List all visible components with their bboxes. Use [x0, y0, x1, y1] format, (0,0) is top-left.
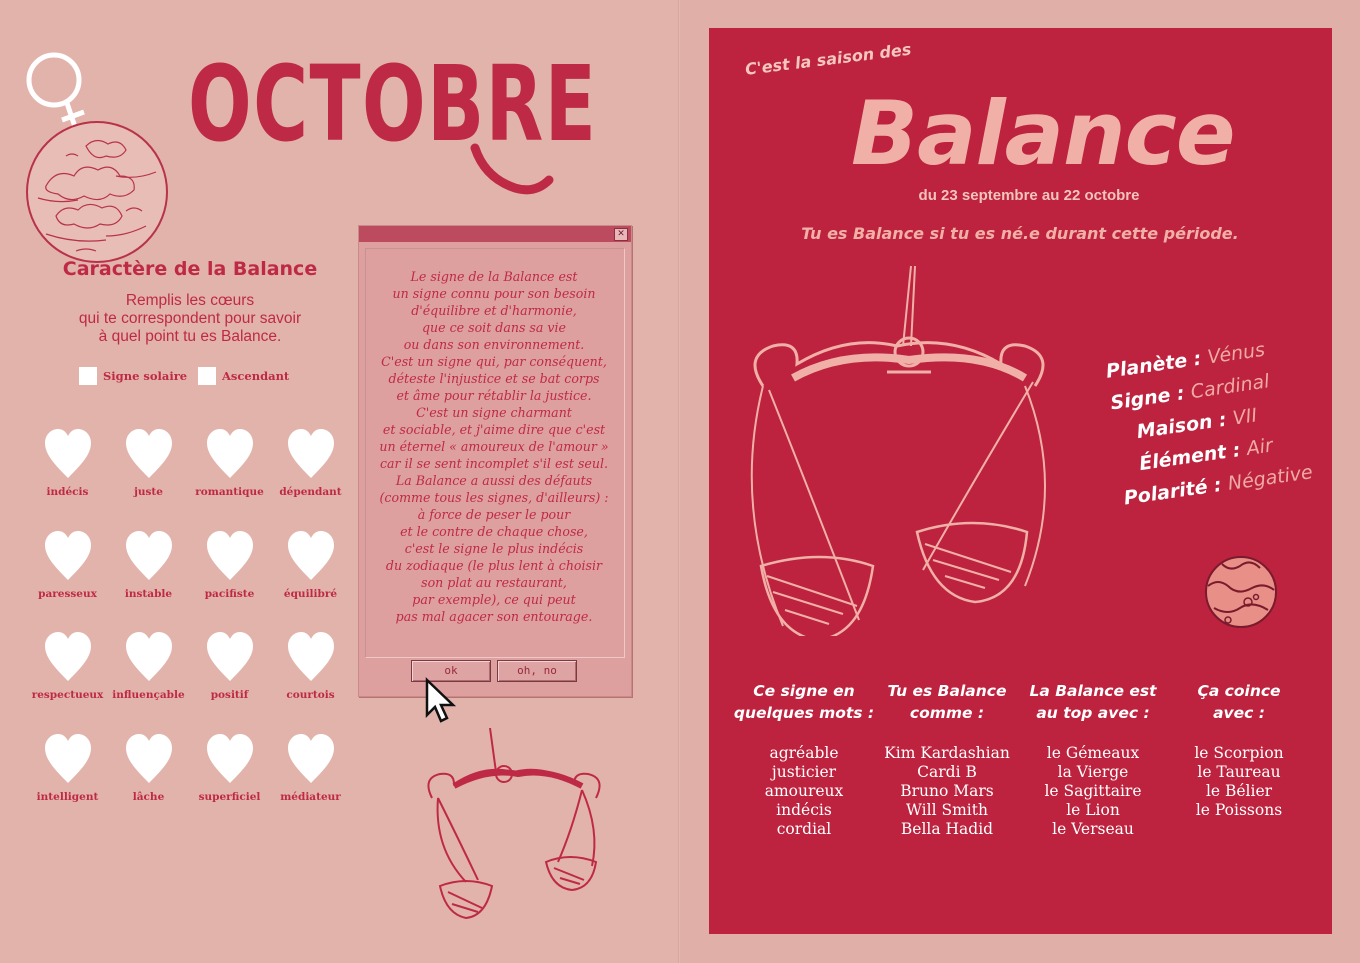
dialog-line: La Balance a aussi des défauts: [395, 473, 593, 488]
column-heading-line: avec :: [1213, 704, 1265, 722]
trait-label: romantique: [195, 486, 264, 498]
dialog-line: un signe connu pour son besoin: [392, 286, 596, 301]
list-item: le Gémeaux: [1046, 744, 1140, 762]
trait-label: intelligent: [36, 790, 99, 803]
dialog-message: [358, 268, 630, 625]
list-item: agréable: [769, 744, 839, 762]
list-item: le Lion: [1066, 801, 1120, 819]
dialog-line: car il se sent incomplet s'il est seul.: [380, 456, 608, 471]
heart-icon[interactable]: [287, 733, 335, 785]
trait-item[interactable]: [27, 428, 108, 530]
heart-icon[interactable]: [44, 733, 92, 785]
trait-item[interactable]: [27, 733, 108, 835]
column-list: [731, 744, 877, 839]
list-item: le Scorpion: [1194, 744, 1284, 762]
list-item: le Bélier: [1205, 782, 1273, 800]
column-heading: [731, 680, 877, 724]
column-heading: [1023, 680, 1163, 724]
list-item: Cardi B: [917, 763, 977, 781]
trait-item[interactable]: [270, 733, 351, 835]
oh-no-button[interactable]: oh, no: [497, 660, 577, 682]
right-page: [680, 0, 1360, 963]
list-item: Bella Hadid: [900, 820, 994, 838]
dialog-titlebar[interactable]: [359, 226, 631, 242]
celebrities-column: [877, 680, 1017, 839]
ascendant-label: Ascendant: [222, 369, 290, 383]
instruction-line: Remplis les cœurs: [125, 292, 255, 309]
dialog-line: Le signe de la Balance est: [410, 269, 578, 284]
trait-item[interactable]: [189, 530, 270, 632]
compatible-column: [1023, 680, 1163, 839]
trait-label: courtois: [286, 689, 335, 701]
dialog-line: et sociable, et j'aime dire que c'est: [382, 422, 606, 437]
trait-label: médiateur: [280, 790, 341, 803]
heart-icon[interactable]: [287, 428, 335, 480]
sun-sign-option[interactable]: [79, 367, 187, 385]
trait-label: influençable: [112, 689, 185, 701]
trait-label: indécis: [46, 486, 89, 498]
attribute-value: Air: [1245, 434, 1275, 460]
ascendant-checkbox[interactable]: [198, 367, 216, 385]
column-heading-line: Tu es Balance: [887, 682, 1007, 700]
heart-icon[interactable]: [206, 733, 254, 785]
column-heading-line: comme :: [909, 704, 985, 722]
heart-icon[interactable]: [44, 428, 92, 480]
heart-icon[interactable]: [44, 530, 92, 582]
mouse-pointer-icon: [424, 677, 458, 725]
list-item: Will Smith: [906, 801, 988, 819]
trait-item[interactable]: [189, 428, 270, 530]
dialog-line: C'est un signe qui, par conséquent,: [381, 354, 607, 369]
heart-icon[interactable]: [206, 631, 254, 683]
incompatible-column: [1171, 680, 1307, 820]
dialog-line: à force de peser le pour: [417, 507, 571, 522]
libra-scale-illustration: [733, 266, 1083, 636]
attribute-key: Signe :: [1109, 382, 1186, 415]
list-item: Bruno Mars: [900, 782, 994, 800]
character-instructions: [40, 292, 340, 346]
trait-item[interactable]: [108, 428, 189, 530]
list-item: indécis: [776, 801, 832, 819]
attribute-value: VII: [1231, 404, 1259, 430]
dialog-line: C'est un signe charmant: [416, 405, 572, 420]
heart-icon[interactable]: [206, 530, 254, 582]
column-list: [877, 744, 1017, 839]
trait-label: respectueux: [31, 689, 104, 701]
trait-item[interactable]: [189, 631, 270, 733]
heart-icon[interactable]: [287, 631, 335, 683]
list-item: Kim Kardashian: [884, 744, 1010, 762]
instruction-line: à quel point tu es Balance.: [98, 328, 282, 345]
trait-item[interactable]: [27, 631, 108, 733]
dialog-line: d'équilibre et d'harmonie,: [411, 303, 577, 318]
attribute-key: Polarité :: [1122, 474, 1224, 510]
trait-item[interactable]: [270, 530, 351, 632]
dialog-line: son plat au restaurant,: [421, 575, 567, 590]
dialog-line: et le contre de chaque chose,: [400, 524, 588, 539]
keywords-column: [731, 680, 877, 839]
trait-label: équilibré: [283, 587, 338, 600]
planet-icon: [1204, 542, 1278, 642]
dialog-line: et âme pour rétablir la justice.: [396, 388, 592, 403]
instruction-line: qui te correspondent pour savoir: [78, 310, 302, 327]
attribute-value: Cardinal: [1189, 370, 1271, 404]
column-heading-line: quelques mots :: [733, 704, 875, 722]
heart-icon[interactable]: [206, 428, 254, 480]
trait-item[interactable]: [270, 428, 351, 530]
column-heading: [877, 680, 1017, 724]
column-heading-line: La Balance est: [1029, 682, 1157, 700]
month-title: OCTOBRE: [188, 43, 598, 165]
trait-hearts-grid: [27, 428, 351, 834]
attribute-key: Élément :: [1137, 439, 1242, 476]
column-heading-line: Ça coince: [1197, 682, 1281, 700]
sign-attributes: [1104, 330, 1315, 515]
trait-label: lâche: [132, 790, 165, 803]
attribute-key: Planète :: [1104, 347, 1203, 383]
column-list: [1171, 744, 1307, 820]
trait-label: instable: [124, 587, 173, 600]
trait-item[interactable]: [108, 530, 189, 632]
trait-item[interactable]: [189, 733, 270, 835]
trait-label: juste: [134, 486, 163, 498]
attribute-value: Vénus: [1206, 338, 1267, 369]
dialog-line: du zodiaque (le plus lent à choisir: [385, 558, 603, 573]
trait-item[interactable]: [108, 631, 189, 733]
sign-name: Balance: [851, 82, 1235, 185]
dialog-line: un éternel « amoureux de l'amour »: [379, 439, 609, 454]
sign-panel: [709, 28, 1332, 934]
season-label: C'est la saison des: [744, 39, 913, 79]
list-item: le Poissons: [1195, 801, 1283, 819]
attribute-value: Négative: [1226, 461, 1315, 495]
ascendant-option[interactable]: [198, 367, 289, 385]
trait-label: paresseux: [38, 587, 97, 600]
dialog-line: c'est le signe le plus indécis: [404, 541, 584, 556]
heart-icon[interactable]: [125, 631, 173, 683]
sign-dates: du 23 septembre au 22 octobre: [918, 187, 1140, 204]
dialog-line: pas mal agacer son entourage.: [395, 609, 593, 624]
attribute-key: Maison :: [1135, 408, 1228, 444]
trait-label: dépendant: [279, 486, 342, 498]
column-heading-line: au top avec :: [1036, 704, 1150, 722]
libra-scale-illustration: [418, 728, 628, 938]
trait-item[interactable]: [270, 631, 351, 733]
trait-label: superficiel: [198, 790, 261, 803]
list-item: le Taureau: [1197, 763, 1281, 781]
column-heading-line: Ce signe en: [753, 682, 855, 700]
dialog-line: par exemple), ce qui peut: [412, 592, 576, 607]
dialog-line: (comme tous les signes, d'ailleurs) :: [379, 490, 609, 505]
trait-item[interactable]: [108, 733, 189, 835]
trait-label: pacifiste: [204, 587, 255, 600]
heart-icon[interactable]: [44, 631, 92, 683]
list-item: justicier: [771, 763, 837, 781]
trait-item[interactable]: [27, 530, 108, 632]
sun-sign-label: Signe solaire: [103, 369, 188, 383]
column-heading: [1171, 680, 1307, 724]
dialog-line: ou dans son environnement.: [403, 337, 585, 352]
trait-label: positif: [210, 689, 249, 701]
column-list: [1023, 744, 1163, 839]
sun-sign-checkbox[interactable]: [79, 367, 97, 385]
ok-button[interactable]: ok: [411, 660, 491, 682]
list-item: le Verseau: [1052, 820, 1134, 838]
list-item: amoureux: [764, 782, 844, 800]
heart-icon[interactable]: [125, 733, 173, 785]
list-item: le Sagittaire: [1044, 782, 1142, 800]
list-item: la Vierge: [1057, 763, 1129, 781]
period-text: Tu es Balance si tu es né.e durant cette période.: [801, 224, 1239, 243]
heart-icon[interactable]: [125, 428, 173, 480]
heart-icon[interactable]: [287, 530, 335, 582]
title-flourish: [470, 140, 560, 200]
close-icon[interactable]: ✕: [614, 228, 628, 241]
character-title: Caractère de la Balance: [62, 258, 318, 280]
venus-planet-icon: [26, 116, 176, 266]
dialog-line: que ce soit dans sa vie: [422, 320, 566, 335]
heart-icon[interactable]: [125, 530, 173, 582]
list-item: cordial: [776, 820, 832, 838]
dialog-line: déteste l'injustice et se bat corps: [388, 371, 600, 386]
